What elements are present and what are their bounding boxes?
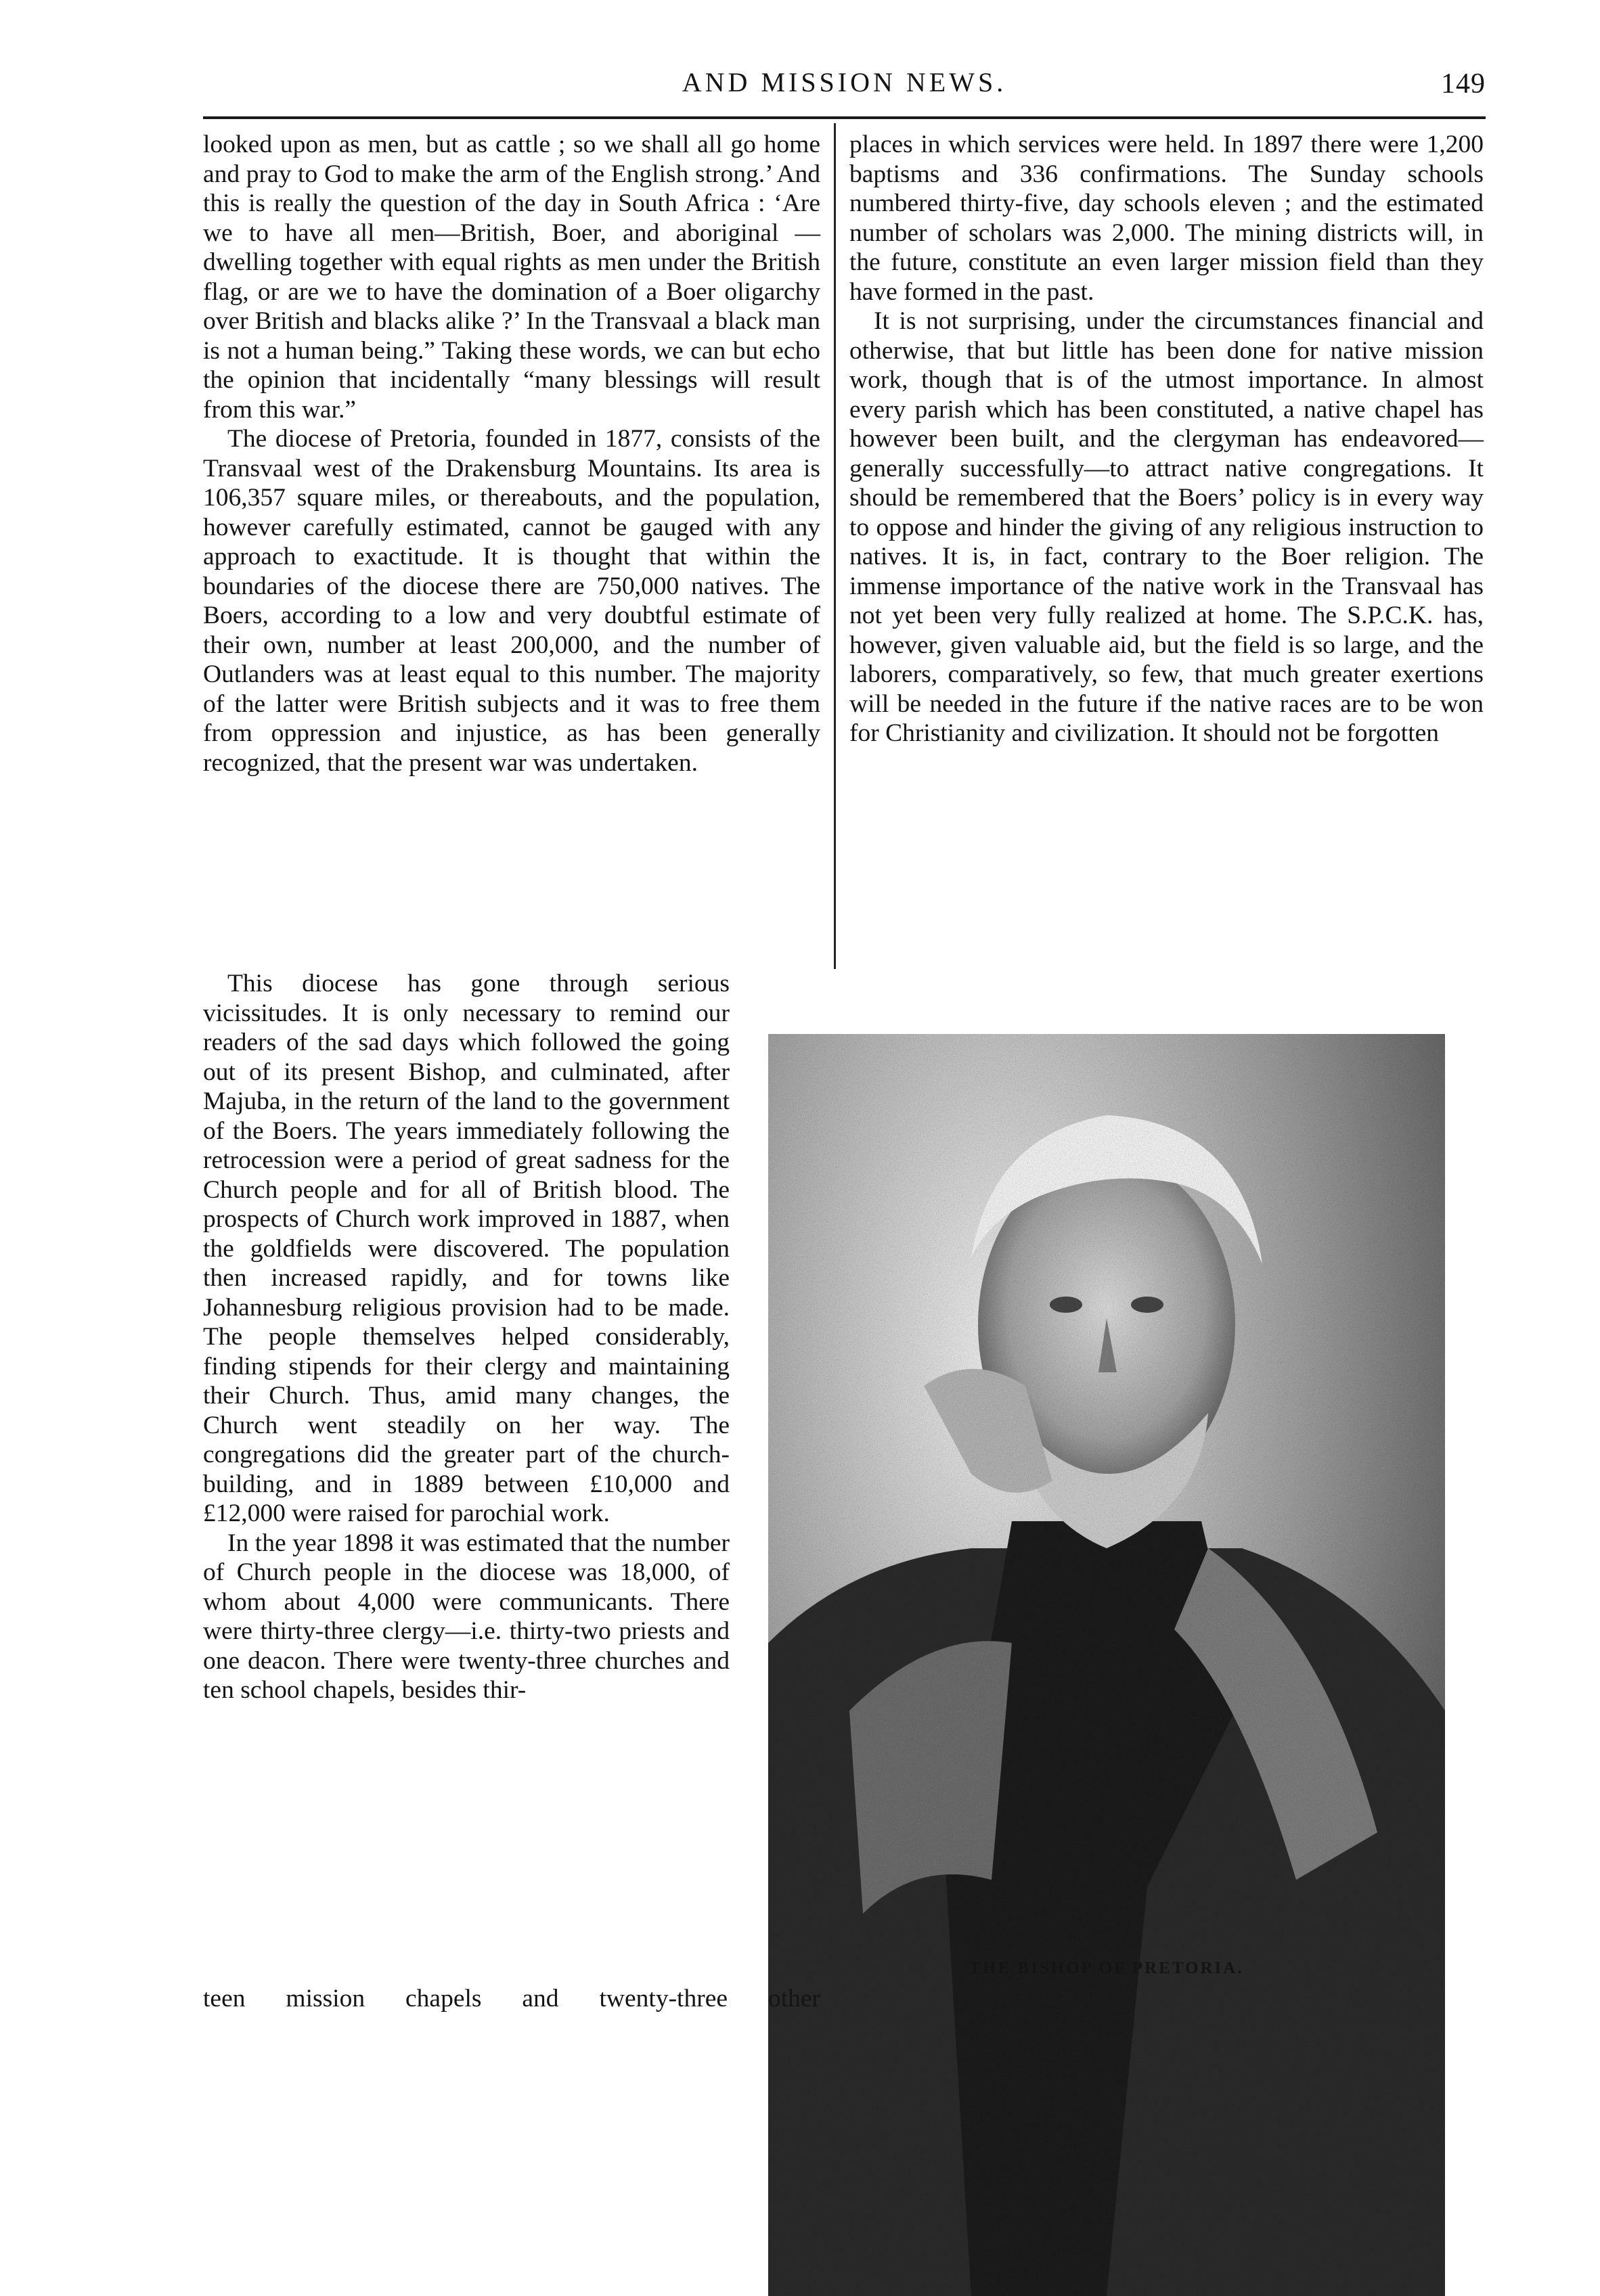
paragraph-final-line: teen mission chapels and twenty-three other — [203, 1985, 820, 2012]
header-rule — [203, 116, 1486, 119]
running-title: AND MISSION NEWS. — [682, 67, 1007, 97]
left-column — [203, 130, 820, 778]
right-column — [849, 130, 1484, 748]
running-header — [203, 60, 1486, 114]
bishop-portrait — [768, 1034, 1445, 2296]
paragraph: In the year 1898 it was estimated that the number of Church people in the diocese was 18,000, of whom about 4,000 were communicants. There were thirty-three clergy—i.e. thirty-two priests and one deacon. There were twenty-three churches and ten school chapels, besides thir- — [203, 1529, 730, 1704]
paragraph: This diocese has gone through serious vicissitudes. It is only necessary to remind our readers of the sad days which followed the going out of its present Bishop, and culminated, after Majuba, in the return of the land to the government of the Boers. The years immediately following the retrocession were a period of great sadness for the Church people and for all of British blood. The prospects of Church work improved in 1887, when the goldfields were discovered. The population then increased rapidly, and for towns like Johannesburg religious provision had to be made. The people themselves helped considerably, finding stipends for their clergy and maintaining their Church. Thus, amid many changes, the Church went steadily on her way. The congregations did the greater part of the church-building, and in 1889 between £10,000 and £12,000 were raised for parochial work. — [203, 970, 730, 1527]
illustration-caption: THE BISHOP OF PRETORIA. — [969, 1959, 1244, 1977]
paragraph: The diocese of Pretoria, founded in 1877, consists of the Transvaal west of the Drakensburg Mountains. Its area is 106,357 square miles, or thereabouts, and the population, however carefully estimated, cannot be gauged with any approach to exactitude. It is thought that within the boundaries of the diocese there are 750,000 natives. The Boers, according to a low and very doubtful estimate of their own, number at least 200,000, and the number of Outlanders was at least equal to this number. The majority of the latter were British subjects and it was to free them from oppression and injustice, as has been generally recognized, that the present war was undertaken. — [203, 425, 820, 777]
paragraph: places in which services were held. In 1897 there were 1,200 baptisms and 336 confirmations. The Sunday schools numbered thirty-five, day schools eleven ; and the estimated number of scholars was 2,000. The mining districts will, in the future, constitute an even larger mission field than they have formed in the past. — [849, 131, 1484, 306]
column-divider — [834, 123, 836, 969]
paragraph: It is not surprising, under the circumstances financial and otherwise, that but little has been done for native mission work, though that is of the utmost importance. In almost every parish which has been constituted, a native chapel has however been built, and the clergyman has endeavored—generally successfully—to attract native congregations. It should be remembered that the Boers’ policy is in every way to oppose and hinder the giving of any religious instruction to natives. It is, in fact, contrary to the Boer religion. The immense importance of the native work in the Transvaal has not yet been very fully realized at home. The S.P.C.K. has, however, given valuable aid, but the field is so large, and the laborers, comparatively, so few, that much greater exertions will be needed in the future if the native races are to be won for Christianity and civilization. It should not be forgotten — [849, 307, 1484, 747]
page-number: 149 — [1441, 68, 1486, 99]
left-column-lower — [203, 969, 730, 1705]
paragraph: looked upon as men, but as cattle ; so we shall all go home and pray to God to make the arm of the English strong.’ And this is really the question of the day in South Africa : ‘Are we to have all men—British, Boer, and aboriginal — dwelling together with equal rights as men under the British flag, or are we to have the domination of a Boer oligarchy over British and blacks alike ?’ In the Transvaal a black man is not a human being.” Taking these words, we can but echo the opinion that incidentally “many blessings will result from this war.” — [203, 131, 820, 424]
